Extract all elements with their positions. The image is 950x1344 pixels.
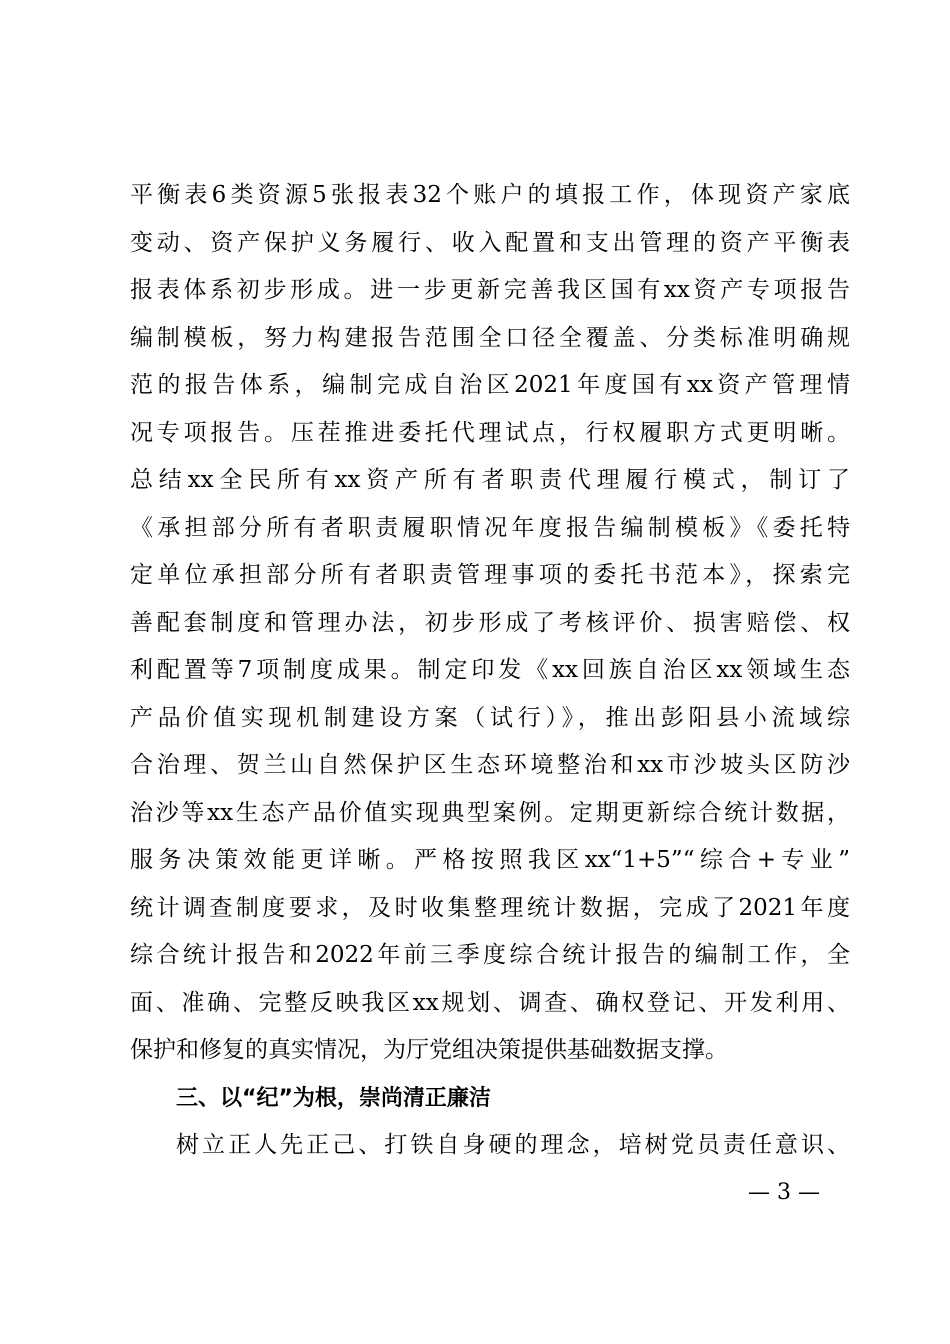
text-line: 产品价值实现机制建设方案（试行）》，推出彭阳县小流域综 [130,704,850,731]
text-line: 总结xx全民所有xx资产所有者职责代理履行模式，制订了 [130,467,850,493]
page-number: — 3 — [748,1180,820,1205]
body-text [130,172,850,1170]
text-line: 报表体系初步形成。进一步更新完善我区国有xx资产专项报告 [130,277,850,303]
text-line: 定单位承担部分所有者职责管理事项的委托书范本》，探索完 [130,562,850,588]
text-line: 善配套制度和管理办法，初步形成了考核评价、损害赔偿、权 [130,609,850,636]
section-heading: 三、以“纪”为根，崇尚清正廉洁 [176,1085,491,1111]
text-line: 变动、资产保护义务履行、收入配置和支出管理的资产平衡表 [130,229,850,256]
text-line: 合治理、贺兰山自然保护区生态环境整治和xx市沙坡头区防沙 [130,752,850,778]
text-line: 治沙等xx生态产品价值实现典型案例。定期更新综合统计数据， [130,799,850,826]
text-line: 编制模板，努力构建报告范围全口径全覆盖、分类标准明确规 [130,324,850,351]
text-line: 《承担部分所有者职责履职情况年度报告编制模板》《委托特 [130,514,850,541]
text-line: 保护和修复的真实情况，为厅党组决策提供基础数据支撑。 [130,1037,728,1063]
text-line: 利配置等7项制度成果。制定印发《xx回族自治区xx领域生态 [130,657,850,683]
text-line: 面、准确、完整反映我区xx规划、调查、确权登记、开发利用、 [130,989,850,1016]
text-line: 服务决策效能更详晰。严格按照我区xx“1+5”“综合+专业” [130,847,850,873]
paragraph-start-line: 树立正人先正己、打铁自身硬的理念，培树党员责任意识、 [176,1132,850,1158]
text-line: 统计调查制度要求，及时收集整理统计数据，完成了2021年度 [130,894,850,921]
text-line: 综合统计报告和2022年前三季度综合统计报告的编制工作，全 [130,942,850,968]
text-line: 况专项报告。压茬推进委托代理试点，行权履职方式更明晰。 [130,419,850,446]
text-line: 平衡表6类资源5张报表32个账户的填报工作，体现资产家底 [130,182,850,208]
text-line: 范的报告体系，编制完成自治区2021年度国有xx资产管理情 [130,372,850,398]
